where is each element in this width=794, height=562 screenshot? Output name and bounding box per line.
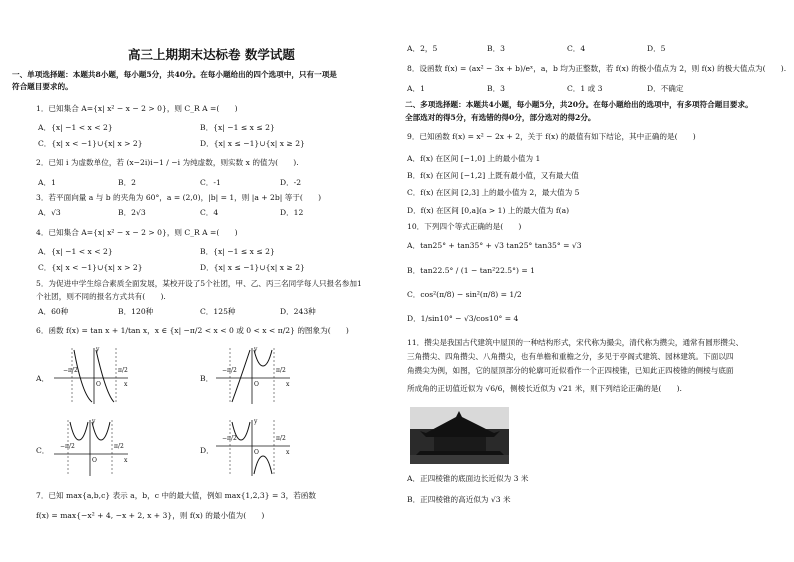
q6-label-c: C． [36,446,50,455]
graph-c-y-label: y [92,418,96,425]
graph-c-origin: O [92,457,97,464]
q11-opt-b: B．正四棱锥的高近似为 √3 米 [407,495,511,504]
graph-d-y-label: y [254,418,258,425]
pagoda-silhouette [410,407,509,464]
q9-stem: 9．已知函数 f(x) = x² − 2x + 2，关于 f(x) 的最值有如下结论，其中正确的是( ) [407,132,696,141]
q8-opt-d: D．不确定 [647,84,684,93]
q11-stem-line3: 角攒尖为例，如图，它的屋顶部分的轮廓可近似看作一个正四棱锥，已知此正四棱锥的侧棱与底面 [407,366,734,375]
graph-d[interactable] [212,418,292,478]
graph-b-x-label: x [286,381,290,388]
q3-opt-a: A．√3 [38,208,61,217]
q1-opt-a: A．{x| −1 < x < 2} [38,123,113,132]
q11-stem-line4: 所成角的正切值近似为 √6/6，侧棱长近似为 √21 米，则下列结论正确的是( ). [407,384,682,393]
q7-opt-b: B．3 [487,44,506,53]
graph-a-neg-label: −π/2 [63,367,78,374]
graph-b[interactable] [212,346,292,406]
q3-opt-b: B．2√3 [118,208,146,217]
q5-opt-b: B．120种 [118,307,154,316]
q6-label-a: A． [36,374,50,383]
q1-opt-b: B．{x| −1 ≤ x ≤ 2} [200,123,275,132]
q7-opt-d: D．5 [647,44,666,53]
q8-opt-b: B．3 [487,84,506,93]
q1-stem: 1．已知集合 A={x| x² − x − 2 > 0}，则 C_R A =( ) [36,104,238,113]
pagoda-photo [410,407,509,464]
q10-opt-a: A．tan25° + tan35° + √3 tan25° tan35° = √3 [407,241,582,250]
q4-opt-d: D．{x| x ≤ −1}∪{x| x ≥ 2} [200,263,305,272]
q3-opt-c: C．4 [200,208,219,217]
q10-opt-d: D．1/sin10° − √3/cos10° = 4 [407,314,519,323]
q4-opt-c: C．{x| x < −1}∪{x| x > 2} [38,263,143,272]
q4-opt-b: B．{x| −1 ≤ x ≤ 2} [200,247,275,256]
q7-stem: 7．已知 max{a,b,c} 表示 a，b，c 中的最大值，例如 max{1,2,3} = 3，若函数 [36,491,316,500]
graph-a-origin: O [96,381,101,388]
q10-opt-c: C．cos²(π/8) − sin²(π/8) = 1/2 [407,290,522,299]
q11-stem-line2: 三角攒尖、四角攒尖、八角攒尖，也有单檐和重檐之分，多见于亭阁式建筑、园林建筑。下面以四 [407,352,734,361]
page-title: 高三上期期末达标卷 数学试题 [128,47,295,62]
graph-b-y-label: y [254,346,258,353]
q5-opt-c: C．125种 [200,307,236,316]
q5-opt-d: D．243种 [280,307,316,316]
q10-opt-b: B．tan22.5° / (1 − tan²22.5°) = 1 [407,266,535,275]
q2-opt-b: B．2 [118,178,137,187]
graph-a-x-label: x [124,381,128,388]
q1-opt-d: D．{x| x ≤ −1}∪{x| x ≥ 2} [200,139,305,148]
q4-opt-a: A．{x| −1 < x < 2} [38,247,113,256]
q9-opt-a: A．f(x) 在区间 [−1,0] 上的最小值为 1 [407,154,541,163]
q2-opt-c: C．-1 [200,178,221,187]
graph-d-neg-label: −π/2 [222,435,237,442]
q3-stem: 3．若平面向量 a 与 b 的夹角为 60°，a = (2,0)，|b| = 1，则 |a + 2b| 等于( ) [36,193,322,202]
graph-b-pos-label: π/2 [276,367,286,374]
graph-b-neg-label: −π/2 [222,367,237,374]
graph-c-pos-label: π/2 [114,443,124,450]
q2-stem: 2．已知 i 为虚数单位，若 (x−2i)i−1 / −i 为纯虚数，则实数 x 的值为( ). [36,158,299,167]
q1-opt-c: C．{x| x < −1}∪{x| x > 2} [38,139,143,148]
q7-opt-a: A．2，5 [407,44,438,53]
q9-opt-d: D．f(x) 在区间 [0,a](a > 1) 上的最大值为 f(a) [407,206,570,215]
graph-a-y-label: y [96,346,100,353]
q2-opt-a: A．1 [38,178,56,187]
q11-stem-line1: 11．攒尖是我国古代建筑中屋顶的一种结构形式，宋代称为撮尖，清代称为攒尖，通常有圆形攒尖、 [407,338,744,347]
q6-label-b: B． [200,374,214,383]
q8-opt-a: A．1 [407,84,425,93]
q5-stem: 5．为促进中学生综合素质全面发展，某校开设了5个社团，甲、乙、丙三名同学每人只报名参加1 [36,279,362,288]
graph-c-neg-label: −π/2 [60,443,75,450]
q6-label-d: D． [200,446,214,455]
q5-stem-line2: 个社团，则不同的报名方式共有( ). [36,292,166,301]
q6-stem: 6．函数 f(x) = tan x + 1/tan x，x ∈ {x| −π/2 < x < 0 或 0 < x < π/2} 的图象为( ) [36,326,349,335]
q9-opt-c: C．f(x) 在区间 [2,3] 上的最小值为 2，最大值为 5 [407,188,580,197]
graph-d-x-label: x [286,449,290,456]
graph-d-origin: O [254,449,259,456]
graph-b-origin: O [254,381,259,388]
graph-c-x-label: x [124,457,128,464]
q9-opt-b: B．f(x) 在区间 [−1,2] 上既有最小值，又有最大值 [407,171,579,180]
q10-stem: 10．下列四个等式正确的是( ) [407,222,522,231]
graph-d-pos-label: π/2 [276,435,286,442]
section2-heading: 二、多项选择题：本题共4小题，每小题5分，共20分。在每小题给出的选项中，有多项符合题目要求。 [405,100,753,109]
graph-a-pos-label: π/2 [118,367,128,374]
graph-a[interactable] [50,346,130,406]
q7-opt-c: C．4 [567,44,586,53]
q7-stem-line2: f(x) = max{−x² + 4, −x + 2, x + 3}，则 f(x) 的最小值为( ) [36,511,265,520]
q2-opt-d: D．-2 [280,178,302,187]
q3-opt-d: D．12 [280,208,304,217]
section2-heading-line2: 全部选对的得5分，有选错的得0分，部分选对的得2分。 [405,113,596,122]
q11-opt-a: A．正四棱锥的底面边长近似为 3 米 [407,474,529,483]
section1-heading: 一、单项选择题：本题共8小题，每小题5分，共40分。在每小题给出的四个选项中，只有一项是 [12,70,337,79]
q5-opt-a: A．60种 [38,307,69,316]
section1-heading-line2: 符合题目要求的。 [12,82,73,91]
q4-stem: 4．已知集合 A={x| x² − x − 2 > 0}，则 C_R A =( ) [36,228,238,237]
q8-opt-c: C．1 或 3 [567,84,603,93]
q8-stem: 8．设函数 f(x) = (ax² − 3x + b)/eˣ，a，b 均为正整数，若 f(x) 的极小值点为 2，则 f(x) 的极大值点为( ). [407,64,787,73]
